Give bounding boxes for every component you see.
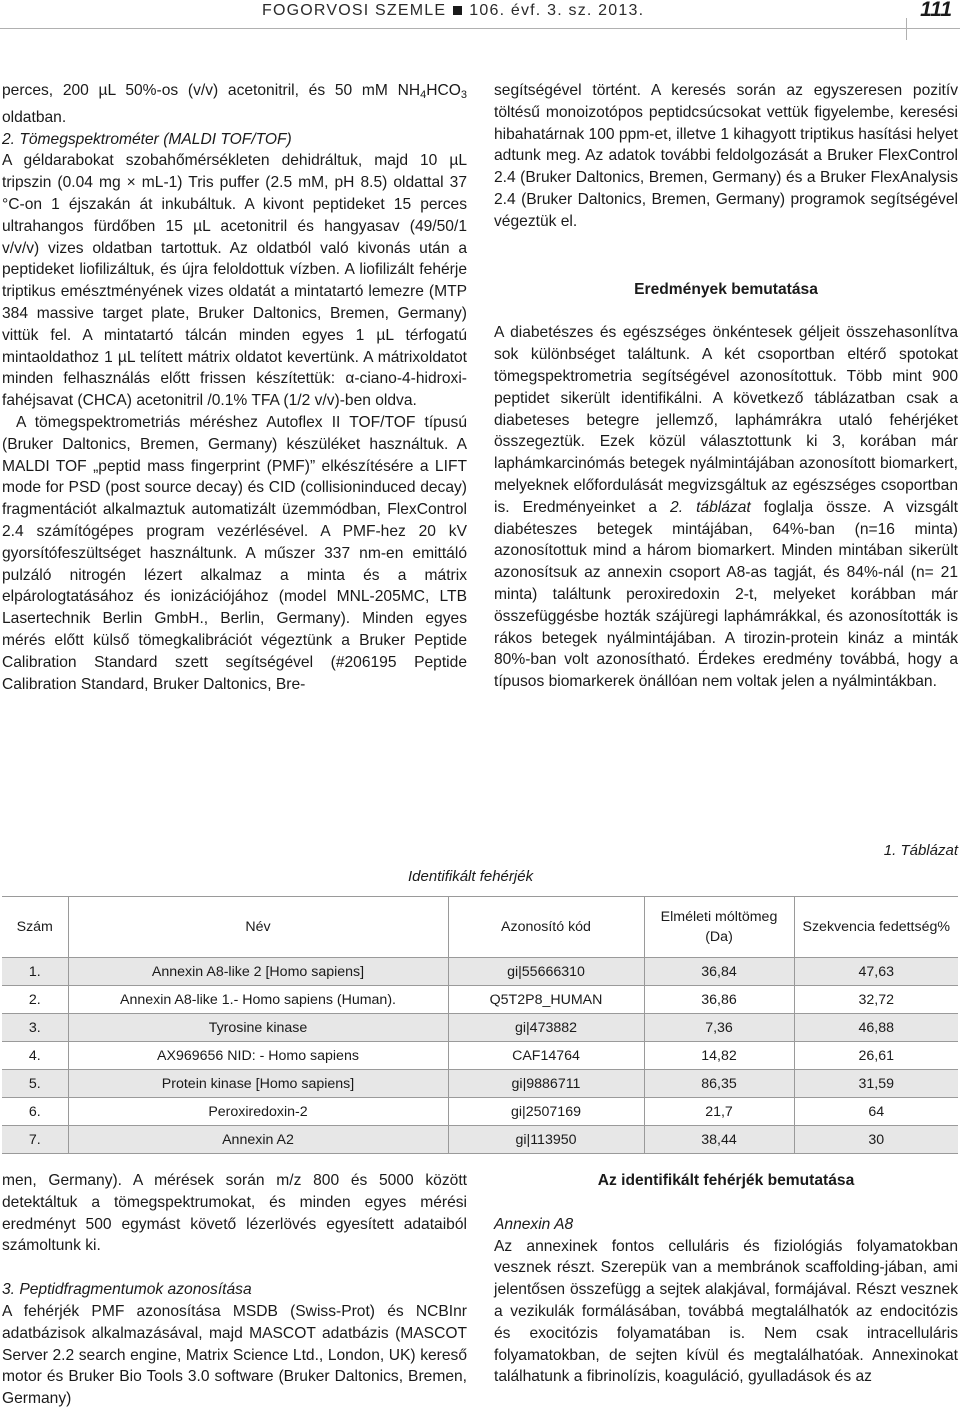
cell-number: 7. — [2, 1126, 68, 1154]
identified-proteins-table — [2, 896, 958, 1154]
table-row — [2, 1042, 958, 1070]
spacer — [494, 233, 958, 279]
cell-id-code: gi|473882 — [448, 1014, 644, 1042]
subsection-heading: 2. Tömegspektrométer (MALDI TOF/TOF) — [2, 130, 292, 148]
spacer — [494, 1192, 958, 1214]
subsection-heading: Annexin A8 — [494, 1215, 574, 1233]
running-header — [0, 0, 960, 30]
cell-mol-weight: 14,82 — [644, 1042, 794, 1070]
cell-id-code: gi|113950 — [448, 1126, 644, 1154]
cell-mol-weight: 38,44 — [644, 1126, 794, 1154]
cell-name: Annexin A8-like 2 [Homo sapiens] — [68, 958, 448, 986]
issue-info: 106. évf. 3. sz. 2013. — [469, 2, 645, 19]
header-tick — [906, 18, 907, 40]
subsection-heading: 3. Peptidfragmentumok azonosítása — [2, 1281, 252, 1299]
left-column — [2, 80, 467, 695]
cell-name: AX969656 NID: - Homo sapiens — [68, 1042, 448, 1070]
cell-name: Peroxiredoxin-2 — [68, 1098, 448, 1126]
header-id-code: Azonosító kód — [448, 897, 644, 958]
cell-number: 4. — [2, 1042, 68, 1070]
journal-issue — [262, 2, 644, 20]
cell-mol-weight: 86,35 — [644, 1070, 794, 1098]
spacer — [2, 1257, 467, 1279]
cell-name: Annexin A2 — [68, 1126, 448, 1154]
cell-id-code: gi|55666310 — [448, 958, 644, 986]
page-number: 111 — [920, 0, 952, 21]
paragraph: perces, 200 µL 50%-os (v/v) acetonitril, és 50 mM $NH_4HCO_3$ oldatban. — [2, 82, 467, 126]
table-header-row — [2, 897, 958, 958]
paragraph: A tömegspektrometriás méréshez Autoflex II TOF/TOF típusú (Bruker Daltonics, Bremen, Germany) készüléket használtuk. A MALDI TOF „peptid mass fingerprint (PMF)” elkészítésére a LIFT mode for PSD (post source decay) és CID (collisioninduced decay) fragmentációt alkalmaztuk automatizált üzemmódban, FlexControl 2.4 számítógépes program vezérlésével. A PMF-hez 20 kV gyorsítófeszültséget használtunk. A műszer 337 nm-en emittáló pulzáló nitrogén lézert alkalmaz a minta és a mátrix elpárologtatásához és ionizációjához (model MNL-205MC, LTB Lasertechnik Berlin GmbH., Berlin, Germany). Minden egyes mérés előtt külső tömegkalibrációt végeztünk a Bruker Peptide Calibration Standard szett segítségével (#206195 Peptide Calibration Standard, Bruker Daltonics, Bre- — [2, 413, 467, 693]
section-heading: Eredmények bemutatása — [634, 280, 818, 298]
cell-name: Annexin A8-like 1.- Homo sapiens (Human). — [68, 986, 448, 1014]
right-column — [494, 80, 958, 693]
cell-coverage: 32,72 — [794, 986, 958, 1014]
journal-name: FOGORVOSI SZEMLE — [262, 2, 447, 19]
cell-id-code: CAF14764 — [448, 1042, 644, 1070]
paragraph: Az annexinek fontos celluláris és fiziológiás folyamatokban vesznek részt. Szerepük van a membránok scaffolding-jában, ami jelentősen összefügg a sejtek alakjával, formájával. Részt vesznek a vezikulák formálásában, továbbá megtalálhatók az endocitózis és exocitózis folyamatában is. Nem csak intracelluláris folyamatokban, de sejten kívül és megtalálhatóak. Annexinokat találhatunk a fibrinolízis, koaguláció, gyulladások és az — [494, 1237, 958, 1386]
paragraph: A fehérjék PMF azonosítása MSDB (Swiss-Prot) és NCBInr adatbázisok alkalmazásával, majd MASCOT adatbázis (MASCOT Server 2.2 search engine, Matrix Science Ltd., London, UK) kereső motor és Bruker Bio Tools 3.0 software (Bruker Daltonics, Bremen, Germany) — [2, 1302, 467, 1408]
cell-id-code: gi|2507169 — [448, 1098, 644, 1126]
cell-number: 6. — [2, 1098, 68, 1126]
cell-coverage: 64 — [794, 1098, 958, 1126]
header-number: Szám — [2, 897, 68, 958]
bottom-right-column — [494, 1170, 958, 1388]
table-row — [2, 958, 958, 986]
spacer — [494, 300, 958, 322]
cell-number: 2. — [2, 986, 68, 1014]
paragraph: A diabetészes és egészséges önkéntesek géljeit összehasonlítva sok különbséget találtunk. A két csoportban eltérő spotokat tömegspektrometria segítségével azonosítottuk. Több mint 900 peptidet sikerült identifikálni. A következő táblázatban csak a diabeteses betegre jellemző, laphámrákra utaló fehérjéket összegeztük. Ezek közül választottunk ki 3, korában már laphámkarcinómás betegek nyálmintájában azonosított biomarkert, melyeknek előfordulását megvizsgáltuk az egészséges csoportban is. Eredményeinket a 2. táblázat foglalja össze. A vizsgált diabéteszes betegek mintájában, 64%-ban (n=16 minta) azonosítottuk mind a három biomarkert. Minden mintában sikerült azonosítsuk az annexin csoport A8-as tagját, és 84%-nál (n= 21 minta) találtunk peroxiredoxin 2-t, melyeket korábban már összefüggésbe hozták szájüregi laphámrákkal, és azonosították is rákos betegek nyálmintájában. A tirozin-protein kináz a minták 80%-ban volt azonosítható. Érdekes eredmény továbbá, hogy a típusos biomarkerek önállóan nem voltak jelen a nyálmintákban. — [494, 324, 958, 691]
table-number: 1. Táblázat — [883, 842, 958, 859]
table-caption: Identifikált fehérjék — [408, 868, 534, 885]
cell-number: 3. — [2, 1014, 68, 1042]
cell-coverage: 47,63 — [794, 958, 958, 986]
table-row — [2, 1098, 958, 1126]
paragraph: A géldarabokat szobahőmérsékleten dehidráltuk, majd 10 µL tripszin (0.04 mg × mL-1) Tris puffer (2.5 mM, pH 8.5) oldattal 37 °C-on 1 éjszakán át inkubáltuk. A kivont peptideket 15 perces ultrahangos fürdőben 15 µL acetonitril és hangyasav (49/50/1 v/v/v) vizes oldatban tartottuk. Az oldatból való kivonás után a peptideket liofilizáltuk, és újra feloldottuk vízben. A liofilizált fehérje triptikus emésztményének vizes oldatát a mintatartó lemezre (MTP 384 massive target plate, Bruker Daltonics, Bremen, Germany) vittük fel. A mintatartó tálcán minden egyes 1 µL térfogatú mintaoldathoz 1 µL telített mátrix oldatot kevertünk. A mátrixoldatot minden felhasználás előtt frissen készítettük: α-ciano-4-hidroxi-fahéjsavat (CHCA) acetonitril /0.1% TFA (1/2 v/v)-ben oldva. — [2, 152, 467, 410]
table-row — [2, 1070, 958, 1098]
cell-name: Protein kinase [Homo sapiens] — [68, 1070, 448, 1098]
cell-coverage: 46,88 — [794, 1014, 958, 1042]
cell-mol-weight: 36,84 — [644, 958, 794, 986]
section-heading: Az identifikált fehérjék bemutatása — [597, 1172, 855, 1189]
cell-mol-weight: 36,86 — [644, 986, 794, 1014]
cell-number: 1. — [2, 958, 68, 986]
table-row — [2, 986, 958, 1014]
header-coverage: Szekvencia fedettség% — [794, 897, 958, 958]
paragraph: segítségével történt. A keresés során az egyszeresen pozitív töltésű monoizotópos peptidcsúcsokat vettük figyelembe, keresési hibahatárnak 100 ppm-et, illetve 1 kihagyott triptikus hasítási helyet adtunk meg. Az adatok további feldolgozását a Bruker FlexControl 2.4 (Bruker Daltonics, Bremen, Germany) és a Bruker FlexAnalysis 2.4 (Bruker Daltonics, Bremen, Germany) programok segítségével végeztük el. — [494, 82, 958, 230]
cell-coverage: 26,61 — [794, 1042, 958, 1070]
cell-number: 5. — [2, 1070, 68, 1098]
cell-mol-weight: 7,36 — [644, 1014, 794, 1042]
cell-coverage: 31,59 — [794, 1070, 958, 1098]
table-row — [2, 1014, 958, 1042]
separator-square-icon — [453, 6, 462, 15]
header-name: Név — [68, 897, 448, 958]
header-rule — [0, 28, 960, 29]
cell-name: Tyrosine kinase — [68, 1014, 448, 1042]
cell-mol-weight: 21,7 — [644, 1098, 794, 1126]
bottom-left-column — [2, 1170, 467, 1410]
table-row — [2, 1126, 958, 1154]
cell-id-code: Q5T2P8_HUMAN — [448, 986, 644, 1014]
cell-id-code: gi|9886711 — [448, 1070, 644, 1098]
cell-coverage: 30 — [794, 1126, 958, 1154]
header-mol-weight: Elméleti móltömeg (Da) — [644, 897, 794, 958]
paragraph: men, Germany). A mérések során m/z 800 és 5000 között detektáltuk a tömegspektrumokat, és minden egyes mérési eredményt 500 egymást követő lézerlövés egyesített adataiból számoltunk ki. — [2, 1172, 467, 1255]
